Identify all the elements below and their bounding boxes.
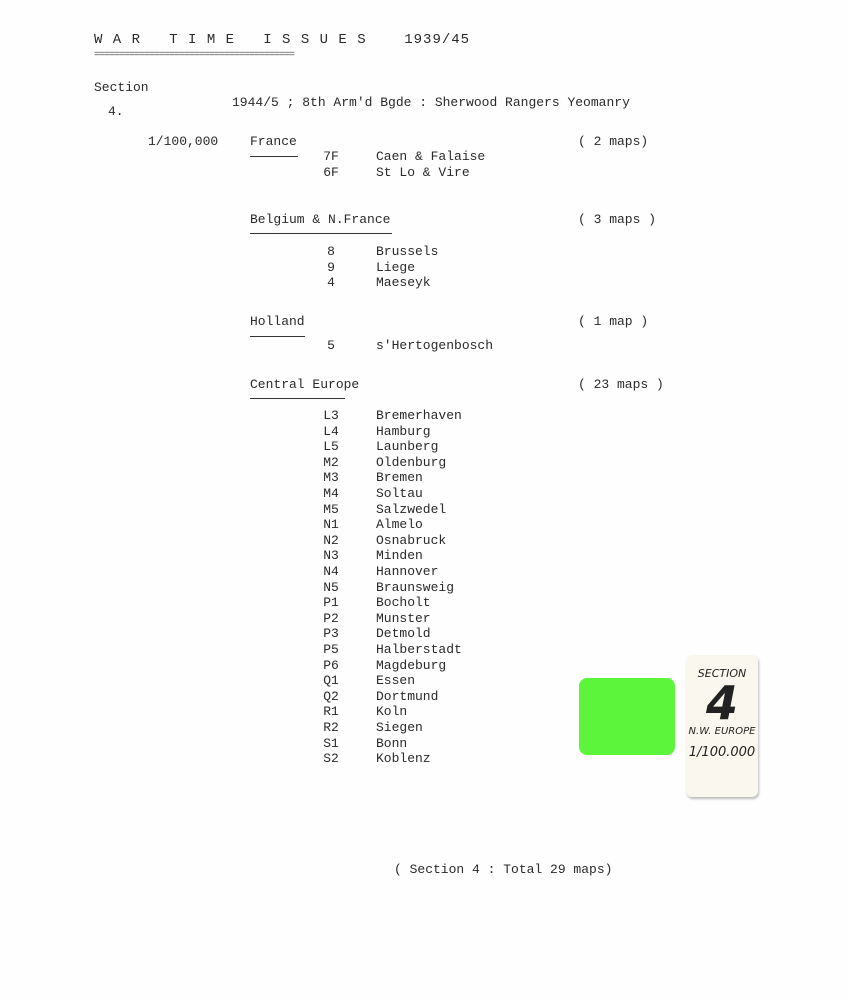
map-sheet-code: P5: [323, 642, 339, 657]
map-sheet-name: s'Hertogenbosch: [376, 338, 494, 353]
map-sheet-name: Osnabruck: [376, 532, 447, 548]
map-list-item: [0, 338, 848, 354]
map-sheet-name: Oldenburg: [376, 454, 447, 470]
map-sheet-code: 5: [327, 338, 335, 353]
map-list-item: [0, 611, 848, 627]
map-sheet-code: 9: [327, 259, 335, 275]
group-title-underline: [250, 336, 305, 337]
map-sheet-code: N3: [323, 548, 339, 564]
map-sheet-code: 6F: [323, 164, 339, 180]
group-map-count: ( 1 map ): [578, 314, 649, 329]
map-sheet-name: Munster: [376, 610, 431, 626]
map-sheet-name: Dortmund: [376, 688, 439, 704]
map-sheet-code: Q1: [323, 673, 339, 689]
map-list-item: [0, 564, 848, 580]
map-sheet-code: N1: [323, 517, 339, 533]
map-sheet-name: Launberg: [376, 439, 439, 455]
group-title: Holland: [250, 314, 305, 329]
label-line-4: 1/100.000: [688, 745, 756, 760]
map-sheet-code: P1: [323, 595, 339, 611]
map-sheet-name: Magdeburg: [376, 657, 447, 673]
map-sheet-name: Hannover: [376, 564, 439, 579]
map-sheet-name: Almelo: [376, 517, 423, 533]
map-sheet-code: M5: [323, 501, 339, 517]
group-map-count: ( 3 maps ): [578, 212, 657, 227]
map-sheet-code: N2: [323, 532, 339, 548]
map-sheet-code: M3: [323, 470, 339, 486]
map-list-item: [0, 149, 848, 165]
map-sheet-name: Koblenz: [376, 751, 431, 767]
map-sheet-name: Bremen: [376, 470, 423, 486]
map-sheet-name: St Lo & Vire: [376, 164, 470, 180]
map-list-item: [0, 626, 848, 642]
label-line-2: 4: [705, 676, 738, 730]
map-sheet-name: Siegen: [376, 720, 423, 735]
map-list-item: [0, 502, 848, 518]
map-sheet-code: Q2: [323, 688, 339, 704]
section-heading: 1944/5 ; 8th Arm'd Bgde : Sherwood Rangers Yeomanry: [232, 95, 630, 110]
title-rule: ========================================: [94, 50, 295, 61]
document-title: W A R T I M E I S S U E S 1939/45: [94, 32, 471, 48]
section-label-card: [686, 655, 758, 797]
map-sheet-name: Maeseyk: [376, 275, 431, 291]
map-sheet-name: Bonn: [376, 735, 408, 751]
group-map-count: ( 23 maps ): [578, 377, 664, 392]
map-sheet-code: S2: [323, 751, 339, 767]
map-list-item: [0, 548, 848, 564]
map-sheet-code: R2: [323, 720, 339, 735]
map-sheet-code: P2: [323, 610, 339, 626]
map-sheet-name: Hamburg: [376, 423, 431, 439]
map-sheet-code: 8: [327, 244, 335, 259]
map-sheet-name: Liege: [376, 259, 416, 275]
map-list-item: [0, 165, 848, 181]
group-title: France: [250, 134, 297, 149]
map-sheet-name: Halberstadt: [376, 642, 462, 657]
map-list-item: [0, 533, 848, 549]
group-title-underline: [250, 398, 345, 399]
map-sheet-code: L3: [323, 408, 339, 423]
map-sheet-name: Detmold: [376, 626, 431, 642]
map-sheet-code: N5: [323, 579, 339, 595]
map-list-item: [0, 517, 848, 533]
map-sheet-code: L4: [323, 423, 339, 439]
map-sheet-name: Soltau: [376, 486, 423, 501]
map-sheet-code: L5: [323, 439, 339, 455]
map-sheet-name: Minden: [376, 548, 423, 564]
map-list-item: [0, 260, 848, 276]
map-list-item: [0, 408, 848, 424]
map-sheet-code: M4: [323, 486, 339, 501]
map-sheet-code: 4: [327, 275, 335, 291]
section-number: 4.: [108, 104, 124, 119]
group-map-count: ( 2 maps): [578, 134, 649, 149]
map-list-item: [0, 244, 848, 260]
map-list-item: [0, 275, 848, 291]
map-list-item: [0, 455, 848, 471]
group-title: Central Europe: [250, 377, 360, 392]
map-sheet-name: Bocholt: [376, 595, 431, 611]
map-sheet-name: Essen: [376, 673, 416, 689]
map-sheet-name: Brussels: [376, 244, 439, 259]
group-title: Belgium & N.France: [250, 212, 391, 227]
map-list-item: [0, 439, 848, 455]
map-sheet-code: P6: [323, 657, 339, 673]
green-sticker: [579, 678, 675, 755]
map-list-item: [0, 580, 848, 596]
map-sheet-code: 7F: [323, 149, 339, 164]
map-sheet-code: R1: [323, 704, 339, 720]
map-list-item: [0, 424, 848, 440]
section-label: Section: [94, 80, 149, 95]
map-list-item: [0, 470, 848, 486]
map-sheet-name: Caen & Falaise: [376, 149, 486, 164]
map-sheet-code: M2: [323, 454, 339, 470]
label-line-1: SECTION: [697, 667, 747, 680]
map-sheet-name: Bremerhaven: [376, 408, 462, 423]
map-list-item: [0, 595, 848, 611]
map-sheet-code: S1: [323, 735, 339, 751]
group-title-underline: [250, 233, 392, 234]
map-sheet-code: P3: [323, 626, 339, 642]
map-sheet-code: N4: [323, 564, 339, 579]
label-line-3: N.W. EUROPE: [688, 726, 756, 737]
map-sheet-name: Salzwedel: [376, 501, 447, 517]
map-scale: 1/100,000: [148, 134, 219, 149]
map-sheet-name: Braunsweig: [376, 579, 455, 595]
map-list-item: [0, 486, 848, 502]
map-sheet-name: Koln: [376, 704, 408, 720]
total-footer: ( Section 4 : Total 29 maps): [394, 862, 613, 877]
